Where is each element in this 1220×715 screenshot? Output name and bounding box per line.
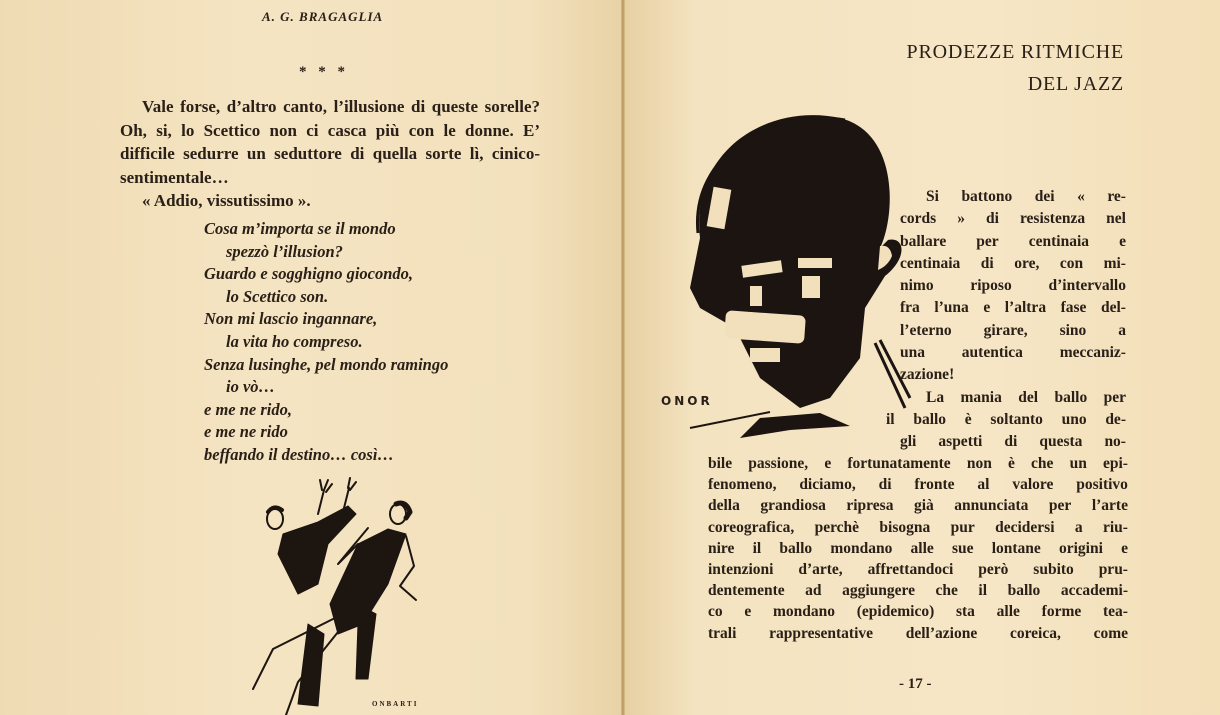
text-line: centinaia di ore, con mi-	[900, 254, 1126, 272]
chapter-title-line: DEL JAZZ	[1027, 73, 1124, 95]
text-line: il ballo è soltanto uno de-	[886, 410, 1126, 428]
poem-line: Guardo e sogghigno giocondo,	[204, 264, 414, 284]
poem-line: Cosa m’importa se il mondo	[204, 219, 396, 238]
left-prose	[120, 95, 540, 213]
chapter-title	[907, 36, 1124, 100]
text-line: nire il ballo mondano alle sue lontane origini e	[708, 539, 1128, 557]
text-line: gli aspetti di questa no-	[900, 433, 1126, 451]
dancers-signature: ONBARTI	[372, 700, 419, 708]
text-line: della grandiosa ripresa già annunciata per l’arte	[708, 497, 1128, 515]
poem-line: Non mi lascio ingannare,	[204, 309, 378, 329]
text-line: fenomeno, diciamo, di fronte al valore positivo	[708, 476, 1128, 494]
page-number: - 17 -	[899, 676, 932, 692]
poem-line: spezzò l’illusion?	[226, 241, 343, 261]
poem-line: lo Scettico son.	[226, 286, 329, 306]
dancers-illustration	[238, 474, 438, 715]
head-signature: ONOR	[661, 394, 713, 408]
quote: « Addio, vissutissimo ».	[142, 191, 311, 210]
text-line: Si battono dei « re-	[926, 188, 1126, 205]
head-caricature-illustration	[680, 108, 920, 448]
paragraph: Vale forse, d’altro canto, l’illusione di queste sorelle? Oh, si, lo Scettico non ci casca più con le donne. E’ difficile sedurre un seduttore di quella sorte lì, cinico-sentimentale…	[120, 97, 540, 187]
text-line: nimo riposo d’intervallo	[900, 277, 1126, 295]
body-paragraph	[708, 453, 1128, 644]
text-line: cords » di resistenza nel	[900, 210, 1126, 228]
text-line: ballare per centinaia e	[900, 232, 1126, 250]
text-line: zazione!	[900, 366, 955, 384]
text-line: intenzioni d’arte, affrettandoci però subito pru-	[708, 561, 1128, 579]
text-line: La mania del ballo per	[926, 388, 1126, 406]
text-line: co e mondano (epidemico) sta alle forme tea-	[708, 603, 1128, 621]
poem-line: beffando il destino… così…	[204, 444, 394, 464]
wrapped-paragraph	[886, 186, 1126, 454]
text-line: bile passione, e fortunatamente non è che un epi-	[708, 455, 1128, 472]
text-line: l’eterno girare, sino a	[900, 321, 1126, 339]
poem-line: e me ne rido	[204, 422, 288, 442]
poem-line: e me ne rido,	[204, 399, 292, 419]
text-line: fra l’una e l’altra fase del-	[900, 299, 1126, 317]
book-gutter	[621, 0, 625, 715]
poem-line: Senza lusinghe, pel mondo ramingo	[204, 354, 449, 374]
running-head: A. G. BRAGAGLIA	[262, 9, 384, 24]
chapter-title-line: PRODEZZE RITMICHE	[906, 41, 1124, 63]
text-line: dentemente ad aggiungere che il ballo accademi-	[708, 582, 1128, 600]
text-line: trali rappresentative dell’azione coreica, come	[708, 624, 1128, 642]
poem-line: la vita ho compreso.	[226, 331, 363, 351]
text-line: coreografica, perchè bisogna pur decidersi a riu-	[708, 518, 1128, 536]
text-line: una autentica meccaniz-	[900, 344, 1126, 362]
poem	[204, 218, 448, 467]
poem-line: io vò…	[226, 377, 276, 397]
section-break: * * *	[299, 64, 349, 80]
